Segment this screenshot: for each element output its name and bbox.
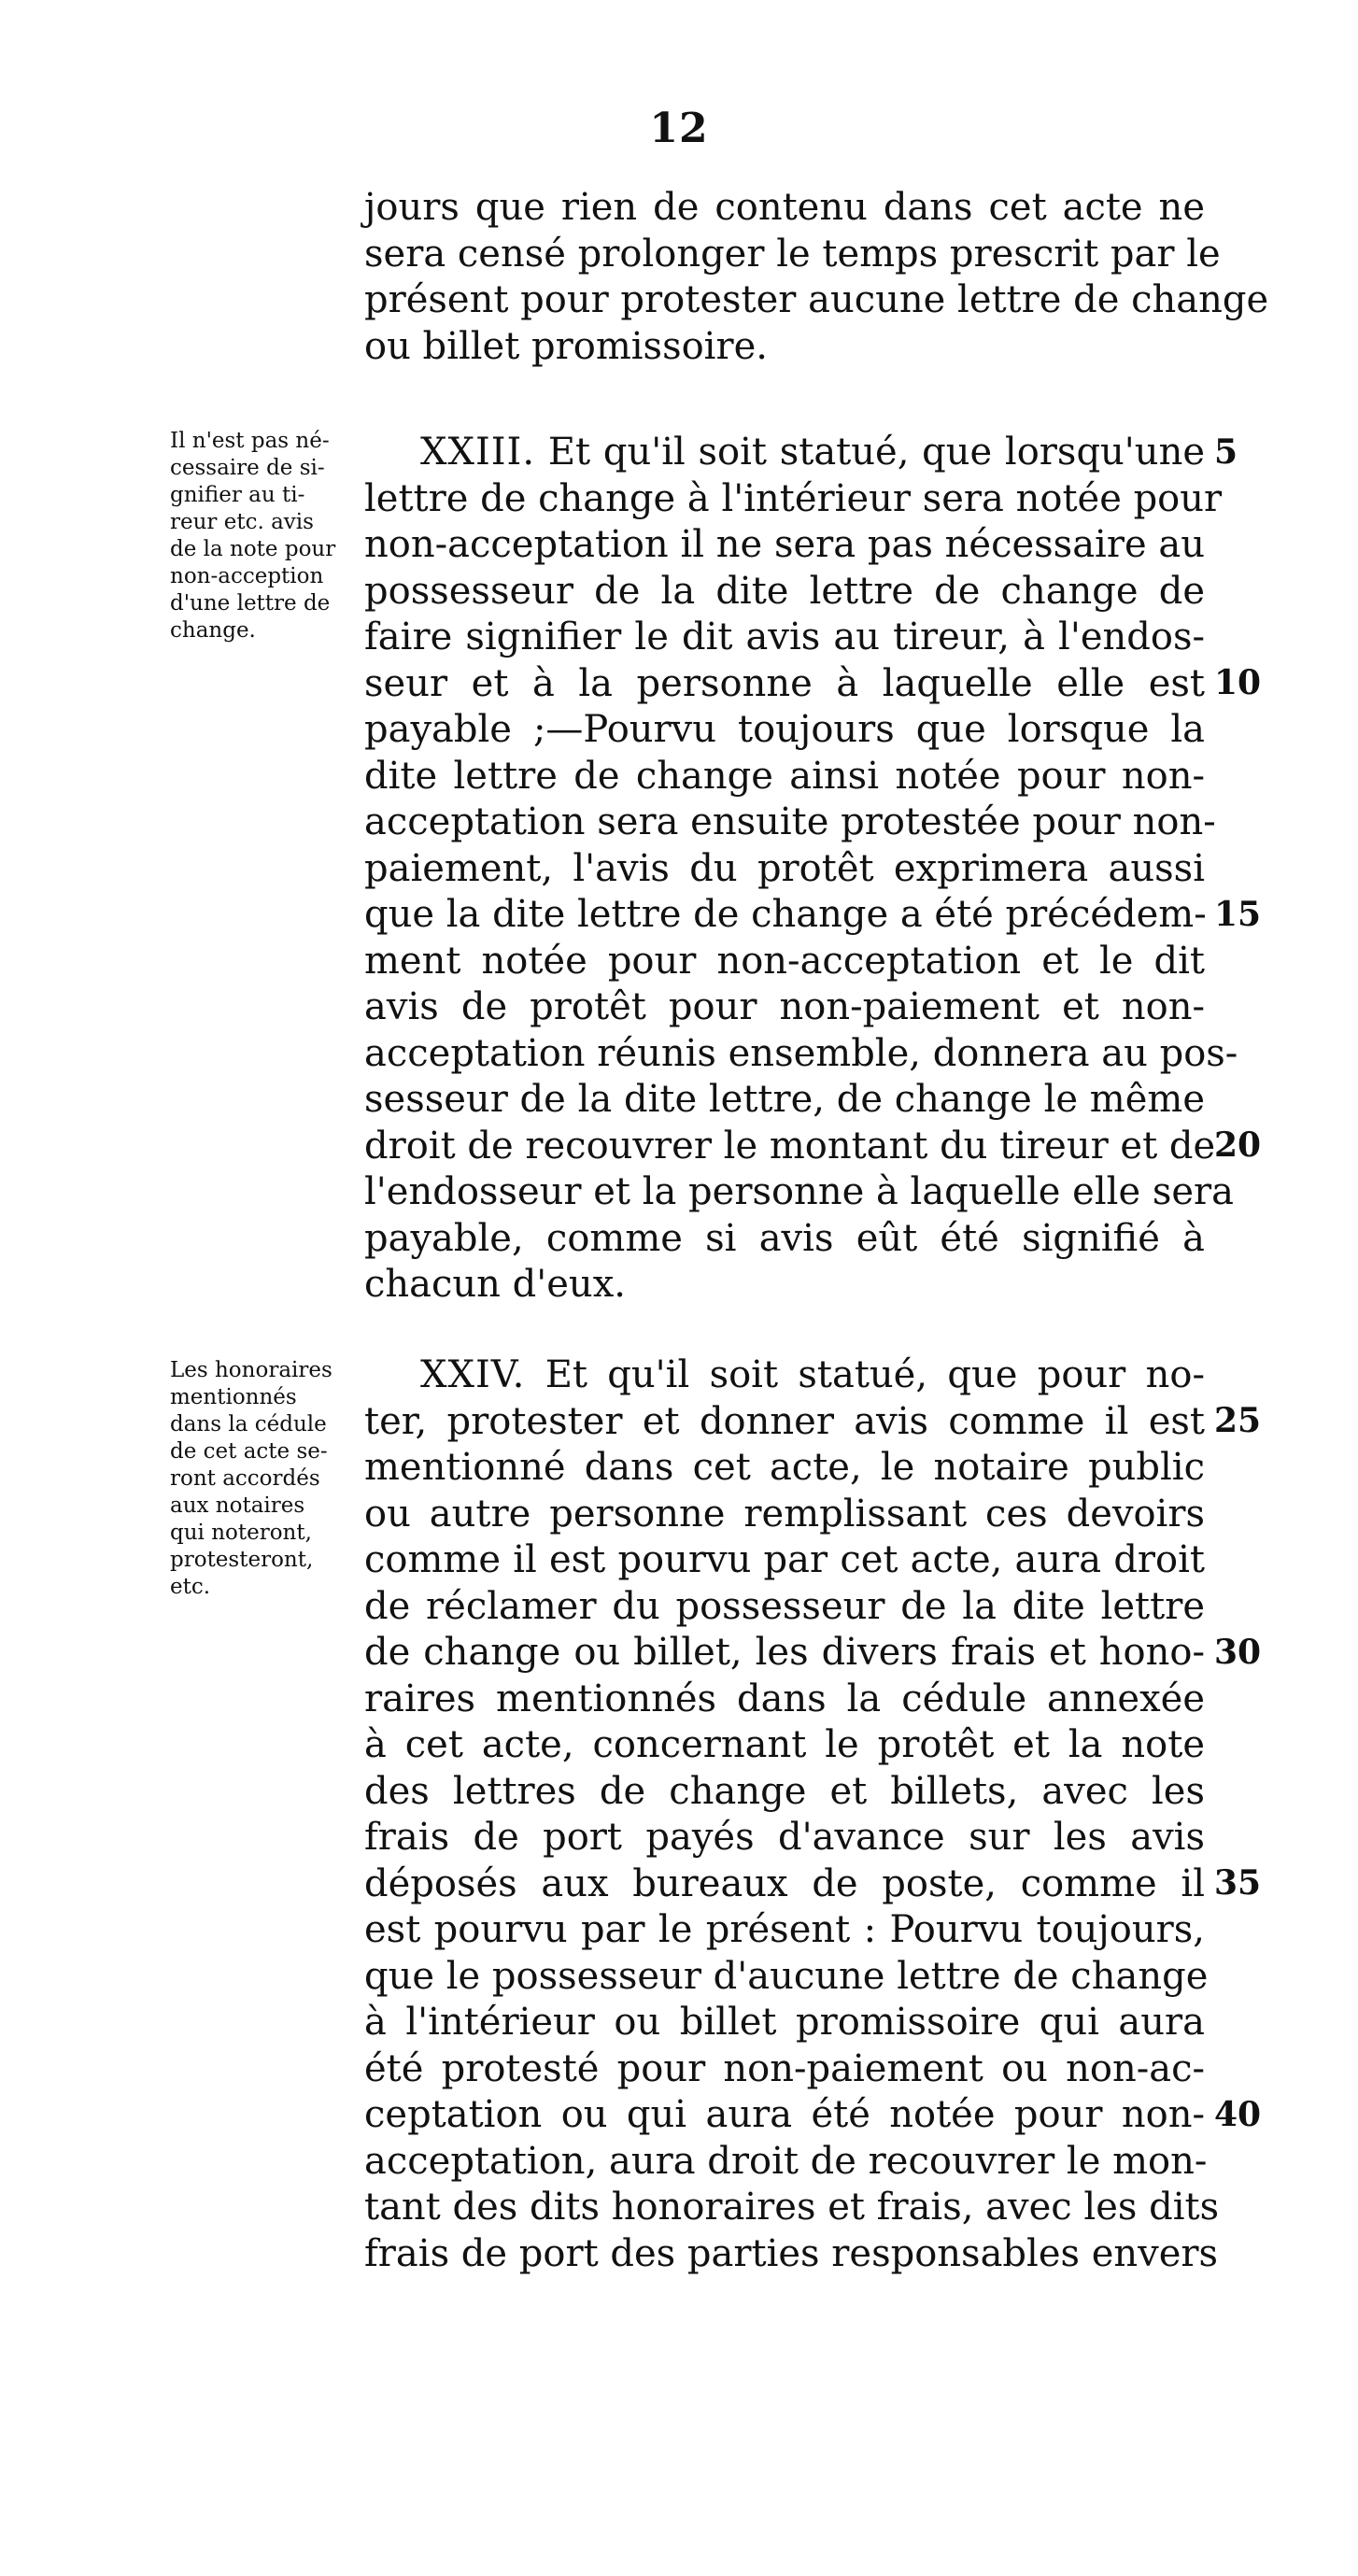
text-line: ceptation ou qui aura été notée pour non- <box>364 2093 1205 2136</box>
line-number: 35 <box>1214 1863 1262 1903</box>
margin-note-line: change. <box>170 618 256 643</box>
text-line: frais de port des parties responsables envers <box>364 2231 1219 2275</box>
text-line: sesseur de la dite lettre, de change le même <box>364 1078 1205 1121</box>
line-number: 20 <box>1214 1125 1262 1165</box>
text-line: chacun d'eux. <box>364 1263 626 1306</box>
text-line: payable ;—Pourvu toujours que lorsque la <box>364 708 1205 751</box>
text-line: ou billet promissoire. <box>364 324 768 368</box>
text-line: lettre de change à l'intérieur sera notée pour <box>364 476 1223 520</box>
line-number: 30 <box>1214 1633 1262 1672</box>
line-number: 40 <box>1214 2095 1262 2134</box>
text-line: frais de port payés d'avance sur les avis <box>364 1816 1205 1859</box>
margin-note-line: mentionnés <box>170 1385 297 1409</box>
text-line: que la dite lettre de change a été précédem- <box>364 893 1207 936</box>
margin-note-section-xxiii <box>170 428 357 644</box>
text-line: droit de recouvrer le montant du tireur et de <box>364 1124 1216 1168</box>
margin-note-line: d'une lettre de <box>170 591 331 616</box>
text-line: paiement, l'avis du protêt exprimera aussi <box>364 846 1205 890</box>
text-line: avis de protêt pour non-paiement et non- <box>364 985 1205 1028</box>
text-line: mentionné dans cet acte, le notaire public <box>364 1446 1205 1489</box>
text-line: présent pour protester aucune lettre de change <box>364 278 1269 321</box>
text-line <box>364 1352 1205 1399</box>
section-number: XXIII. <box>420 431 536 474</box>
margin-note-line: gnifier au ti- <box>170 483 305 507</box>
line-number: 15 <box>1214 895 1262 934</box>
text-line: ment notée pour non-acceptation et le dit <box>364 939 1205 983</box>
text-line: acceptation réunis ensemble, donnera au pos- <box>364 1031 1238 1075</box>
margin-note-line: cessaire de si- <box>170 456 325 480</box>
line-number: 5 <box>1214 432 1238 472</box>
text-line: possesseur de la dite lettre de change de <box>364 569 1205 613</box>
margin-note-line: ront accordés <box>170 1466 320 1491</box>
margin-note-line: protesteront, <box>170 1548 314 1572</box>
section-xxiv-paragraph <box>364 1352 1220 2277</box>
line-number: 25 <box>1214 1401 1262 1440</box>
text-line: été protesté pour non-paiement ou non-ac- <box>364 2046 1205 2090</box>
line-number: 10 <box>1214 663 1262 702</box>
text-line: à cet acte, concernant le protêt et la note <box>364 1723 1205 1766</box>
text-line: que le possesseur d'aucune lettre de change <box>364 1954 1209 1998</box>
margin-note-line: dans la cédule <box>170 1412 327 1437</box>
text-line: ou autre personne remplissant ces devoirs <box>364 1492 1205 1536</box>
text-line: à l'intérieur ou billet promissoire qui aura <box>364 2001 1205 2044</box>
text-line: de change ou billet, les divers frais et hono- <box>364 1631 1205 1674</box>
section-first-line: Et qu'il soit statué, que pour no- <box>545 1353 1205 1396</box>
text-line: seur et à la personne à laquelle elle est <box>364 661 1205 705</box>
text-line: des lettres de change et billets, avec les <box>364 1769 1205 1813</box>
section-first-line: Et qu'il soit statué, que lorsqu'une <box>547 431 1205 474</box>
section-number: XXIV. <box>420 1353 526 1396</box>
margin-note-section-xxiv <box>170 1357 357 1601</box>
text-line <box>364 430 1205 476</box>
text-line: sera censé prolonger le temps prescrit par le <box>364 232 1221 276</box>
text-line: comme il est pourvu par cet acte, aura droit <box>364 1538 1205 1581</box>
margin-note-line: aux notaires <box>170 1493 305 1518</box>
text-line: tant des dits honoraires et frais, avec les dits <box>364 2186 1220 2229</box>
text-line: l'endosseur et la personne à laquelle elle sera <box>364 1170 1234 1213</box>
text-line: est pourvu par le présent : Pourvu toujours, <box>364 1908 1205 1951</box>
margin-note-line: etc. <box>170 1575 211 1599</box>
margin-note-line: Les honoraires <box>170 1358 332 1382</box>
text-line: payable, comme si avis eût été signifié à <box>364 1216 1205 1260</box>
text-line: raires mentionnés dans la cédule annexée <box>364 1677 1205 1720</box>
text-line: de réclamer du possesseur de la dite lettre <box>364 1584 1205 1628</box>
margin-note-line: Il n'est pas né- <box>170 429 330 453</box>
text-line: faire signifier le dit avis au tireur, à l'endos- <box>364 616 1205 658</box>
margin-note-line: de cet acte se- <box>170 1439 328 1464</box>
continuation-paragraph <box>364 185 1269 370</box>
text-line: déposés aux bureaux de poste, comme il <box>364 1861 1205 1905</box>
page-number: 12 <box>649 105 709 152</box>
text-line: ter, protester et donner avis comme il est <box>364 1399 1205 1443</box>
margin-note-line: non-acception <box>170 564 324 588</box>
text-line: jours que rien de contenu dans cet acte ne <box>364 186 1205 229</box>
margin-note-line: reur etc. avis <box>170 510 314 534</box>
text-line: acceptation, aura droit de recouvrer le mon- <box>364 2139 1208 2183</box>
margin-note-line: de la note pour <box>170 537 336 561</box>
margin-note-line: qui noteront, <box>170 1521 312 1545</box>
text-line: dite lettre de change ainsi notée pour non- <box>364 754 1205 798</box>
text-line: non-acceptation il ne sera pas nécessaire au <box>364 523 1205 566</box>
text-line: acceptation sera ensuite protestée pour non- <box>364 800 1216 843</box>
